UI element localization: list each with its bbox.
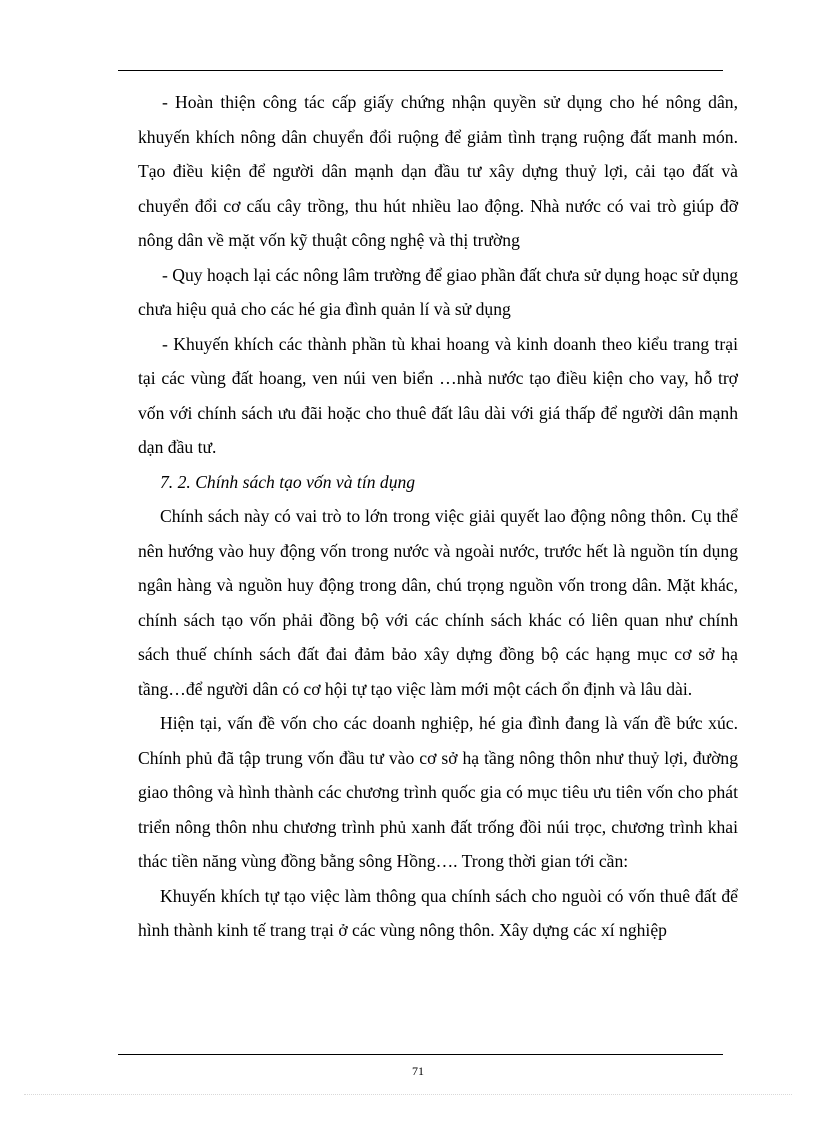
footer-rule	[118, 1054, 723, 1055]
body-paragraph-self-employment: Khuyến khích tự tạo việc làm thông qua chính sách cho nguòi có vốn thuê đất để hình thành kinh tế trang trại ở các vùng nông thôn. Xây dựng các xí nghiệp	[138, 885, 738, 940]
body-paragraph-credit-policy: Chính sách này có vai trò to lớn trong việc giải quyết lao động nông thôn. Cụ thể nên hướng vào huy động vốn trong nước và ngoài nước, trước hết là nguồn tín dụng ngân hàng và nguồn huy động trong dân, chú trọng nguồn vốn trong dân. Mặt khác, chính sách tạo vốn phải đồng bộ với các chính sách khác có liên quan như chính sách thuế chính sách đất đai đảm bảo xây dựng đồng bộ các hạng mục cơ sở hạ tầng…để người dân có cơ hội tự tạo việc làm mới một cách ổn định và lâu dài.	[138, 506, 738, 699]
document-body	[138, 85, 738, 948]
bullet-paragraph-land-certificates: - Hoàn thiện công tác cấp giấy chứng nhận quyền sử dụng cho hé nông dân, khuyến khích nông dân chuyển đổi ruộng để giảm tình trạng ruộng đất manh món. Tạo điều kiện để người dân mạnh dạn đầu tư xây dựng thuỷ lợi, cải tạo đất và chuyển đổi cơ cấu cây trồng, thu hút nhiều lao động. Nhà nước có vai trò giúp đỡ nông dân về mặt vốn kỹ thuật công nghệ và thị trường	[138, 92, 738, 250]
header-rule	[118, 70, 723, 71]
bullet-paragraph-farm-reclamation: - Khuyến khích các thành phần tù khai hoang và kinh doanh theo kiểu trang trại tại các vùng đất hoang, ven núi ven biển …nhà nước tạo điều kiện cho vay, hỗ trợ vốn với chính sách ưu đãi hoặc cho thuê đất lâu dài với giá thấp để người dân mạnh dạn đầu tư.	[138, 333, 738, 457]
section-heading: 7. 2. Chính sách tạo vốn và tín dụng	[160, 471, 416, 492]
page-edge-divider	[24, 1094, 792, 1095]
body-paragraph-current-capital: Hiện tại, vấn đề vốn cho các doanh nghiệp, hé gia đình đang là vấn đề bức xúc. Chính phủ đã tập trung vốn đầu tư vào cơ sở hạ tầng nông thôn như thuỷ lợi, đường giao thông và hình thành các chương trình quốc gia có mục tiêu ưu tiên vốn cho phát triển nông thôn nhu chương trình phủ xanh đất trống đồi núi trọc, chương trình khai thác tiền năng vùng đồng bằng sông Hồng…. Trong thời gian tới cần:	[138, 713, 738, 871]
bullet-paragraph-forestry-planning: - Quy hoạch lại các nông lâm trường để giao phần đất chưa sử dụng hoạc sử dụng chưa hiệu quả cho các hé gia đình quản lí và sử dụng	[138, 264, 738, 319]
page-number: 71	[412, 1064, 424, 1078]
